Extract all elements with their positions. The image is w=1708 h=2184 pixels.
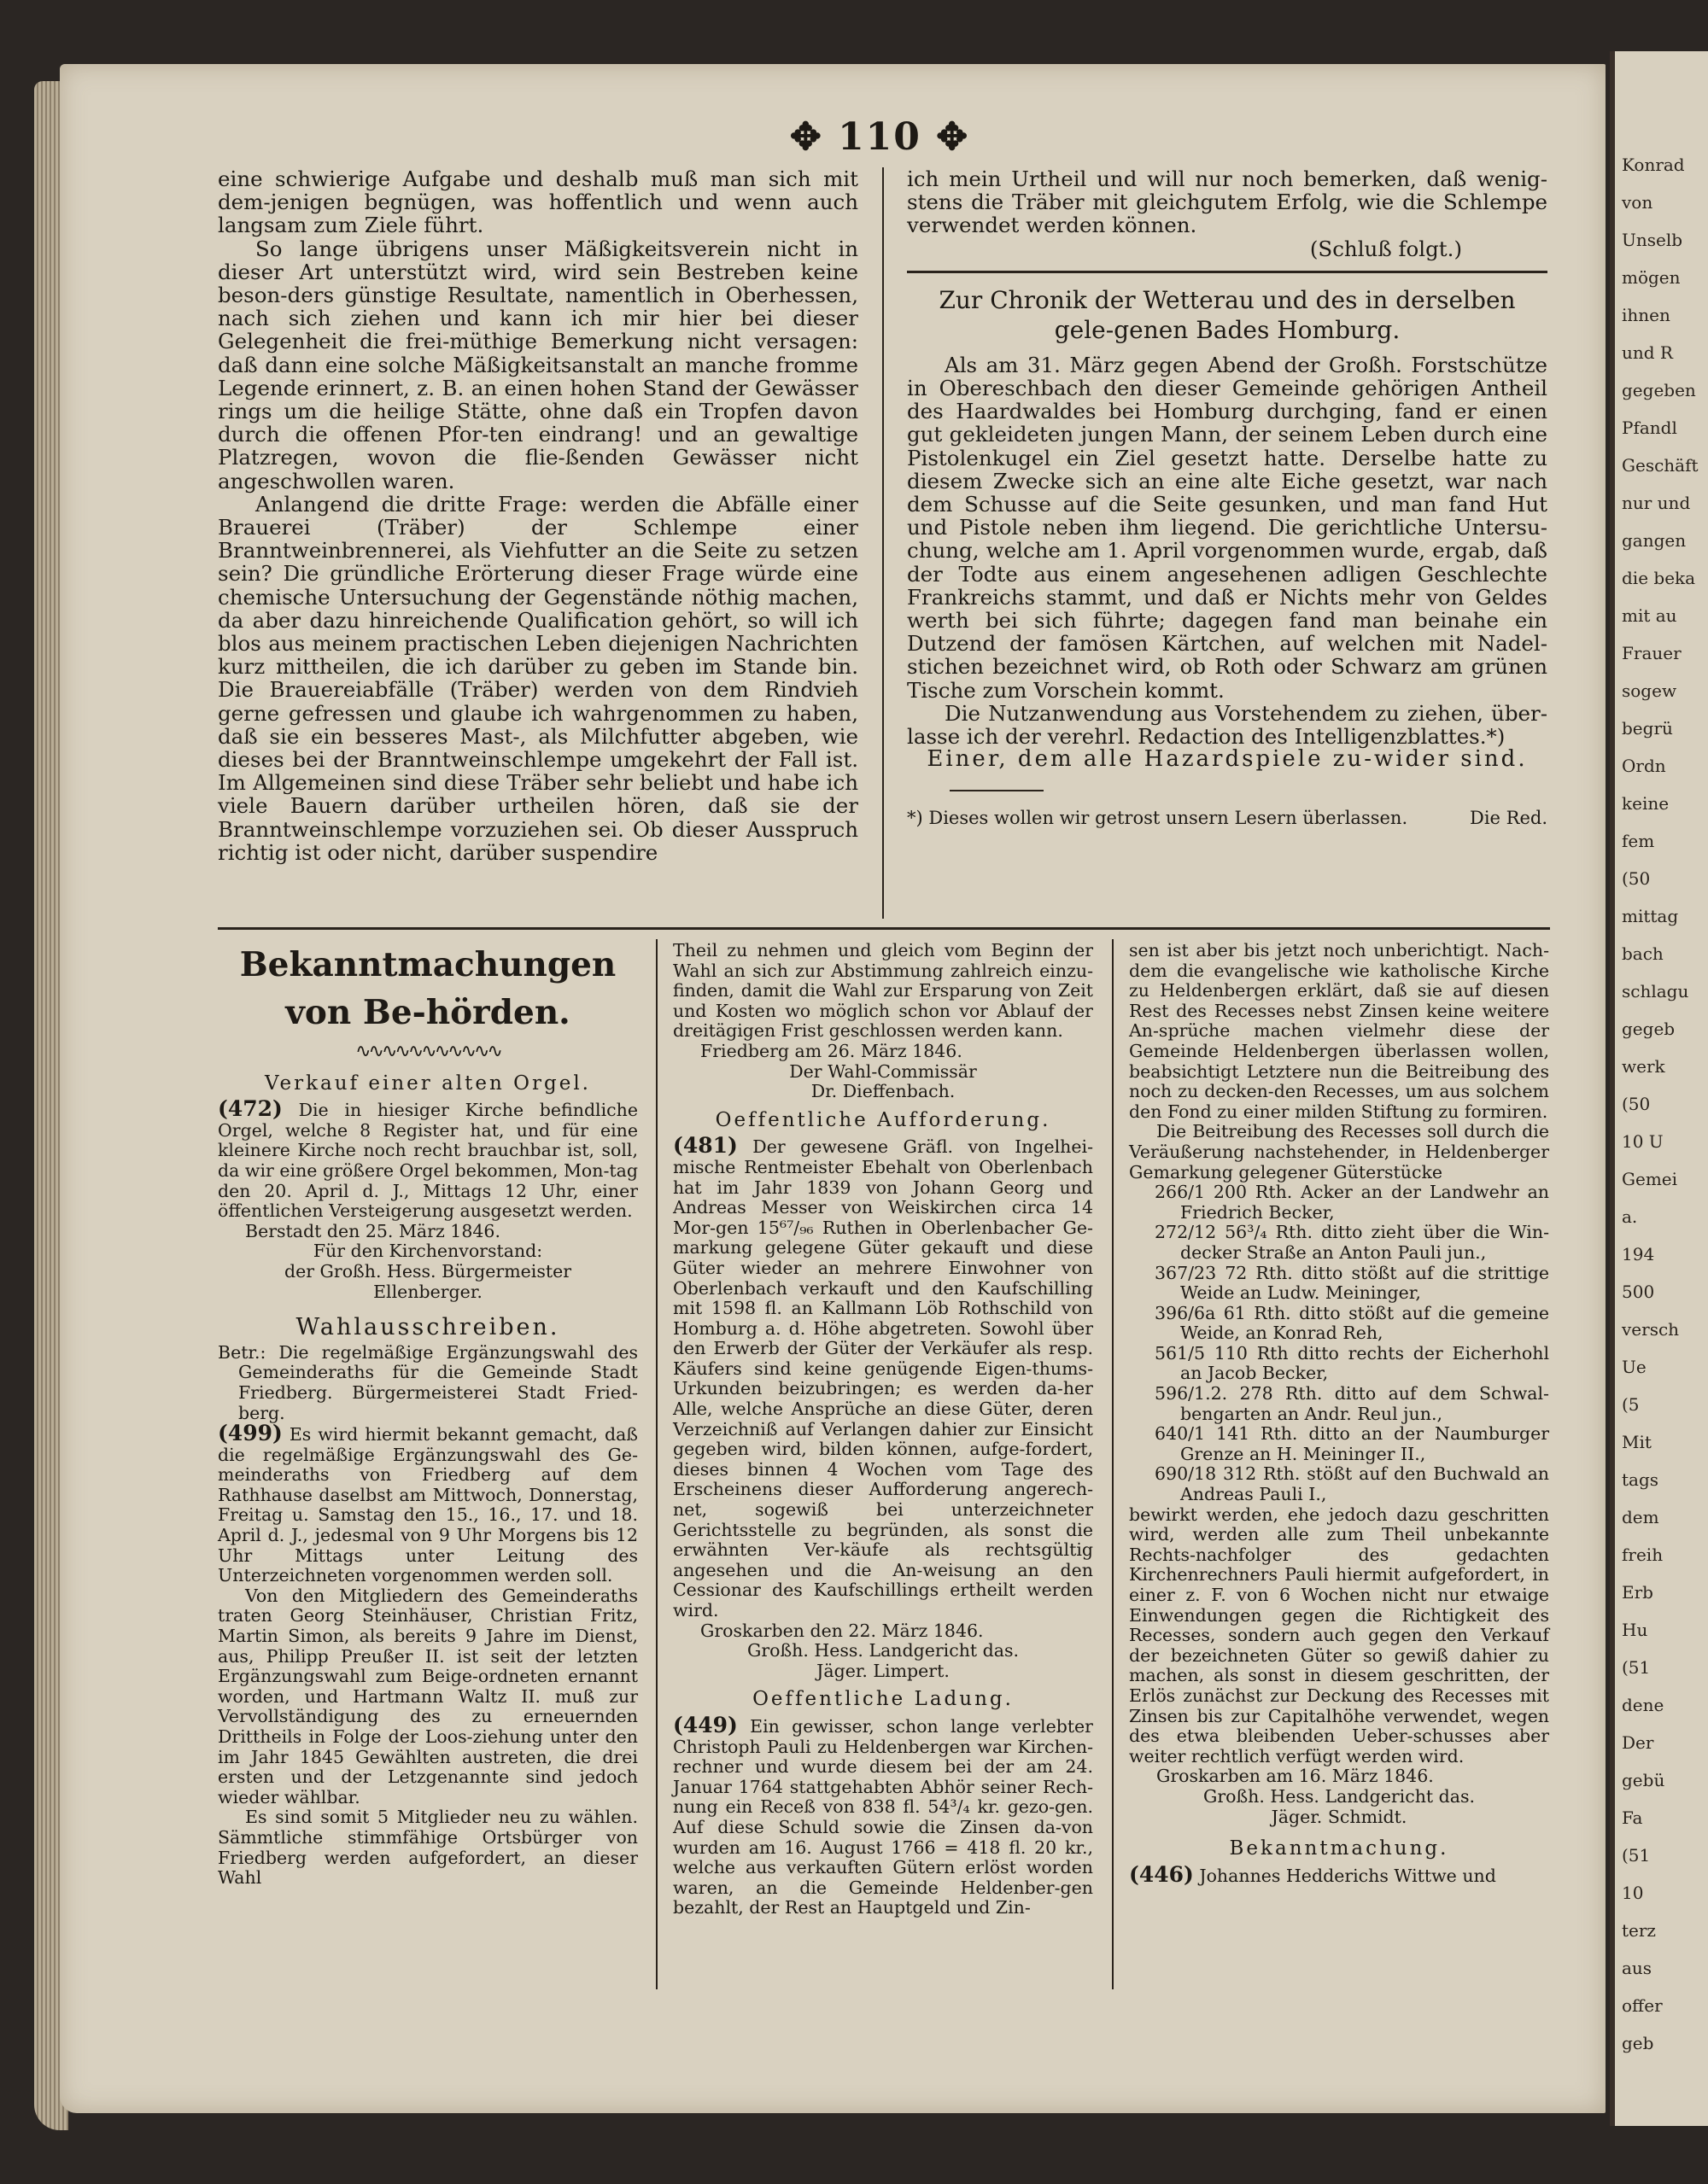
next-page-fragment: gegeben bbox=[1622, 380, 1696, 400]
list-item: 690/18 312 Rth. stößt auf den Buchwald an Andreas Pauli I., bbox=[1155, 1463, 1549, 1505]
next-page-fragment: gegeb bbox=[1622, 1019, 1676, 1039]
next-page-fragment: Mit bbox=[1622, 1432, 1652, 1452]
footnote-rule bbox=[950, 790, 1044, 791]
next-page-fragment: und R bbox=[1622, 342, 1673, 363]
date-line: Groskarben den 22. März 1846. bbox=[700, 1620, 984, 1641]
paragraph: Es sind somit 5 Mitglieder neu zu wählen. Sämmtliche stimmfähige Ortsbürger von Friedberg werden aufgefordert, an dieser Wahl bbox=[218, 1807, 638, 1889]
next-page-fragment: (50 bbox=[1622, 868, 1651, 889]
next-page-fragment: 194 bbox=[1622, 1244, 1655, 1264]
signature-line: Großh. Hess. Landgericht das. bbox=[1202, 1785, 1476, 1807]
next-page-fragment: terz bbox=[1622, 1920, 1656, 1941]
next-page-fragment: dene bbox=[1622, 1695, 1664, 1715]
paragraph: So lange übrigens unser Mäßigkeitsverein nicht in dieser Art unterstützt wird, wird sein Bestreben keine beson-ders günstige Resultate, namentlich in Oberhessen, nach sich ziehen und kann ich mir hier bei dieser Gelegenheit die frei-müthige Bemerkung nicht versagen: daß dann eine solche Mäßigkeitsanstalt an manche fromme Legende erinnert, z. B. an einen hohen Stand der Gewässer rings um die heilige Stätte, ohne daß ein Tropfen davon durch die offenen Pfor-ten eindrang! und an gewaltige Platzregen, wovon die flie-ßenden Gewässer nicht angeschwollen waren. bbox=[218, 236, 858, 493]
section-title: Verkauf einer alten Orgel. bbox=[265, 1072, 591, 1095]
next-page-fragment: gangen bbox=[1622, 530, 1687, 551]
notice-number: (449) bbox=[673, 1712, 738, 1737]
next-page-fragment: Fa bbox=[1622, 1807, 1643, 1828]
date-line: Friedberg am 26. März 1846. bbox=[700, 1040, 962, 1061]
column-rule bbox=[656, 939, 658, 1989]
next-page-fragment: 10 bbox=[1622, 1883, 1644, 1903]
paragraph: Von den Mitgliedern des Gemeinderaths traten Georg Steinhäuser, Christian Fritz, Martin Simon, als bereits 9 Jahre im Dienst, aus, Philipp Preußer II. ist seit der letzten Ergänzungswahl zum Beige-ordneten ernannt worden, und Hartmann Waltz II. muß zur Vervollständigung des zu erneuernden Drittheils in Folge der Loos-ziehung unter den im Jahr 1845 Gewählten austreten, die drei ersten und der Letzgenannte sind jedoch wieder wählbar. bbox=[218, 1585, 638, 1807]
notice-text: Die in hiesiger Kirche befindliche Orgel, welche 8 Register hat, und für eine kleinere Kirche noch recht brauchbar ist, soll, da wir eine größere Orgel bekommen, Mon-tag den 20. April d. J., Mittags 12 Uhr, einer öffentlichen Versteigerung ausgesetzt werden. bbox=[218, 1100, 638, 1222]
next-page-fragment: Unselb bbox=[1622, 230, 1683, 250]
paragraph: Die Nutzanwendung aus Vorstehendem zu ziehen, über-lasse ich der verehrl. Redaction des Intelligenzblattes.*) bbox=[907, 700, 1547, 750]
next-page-fragment: schlagu bbox=[1622, 981, 1689, 1001]
list-item: 367/23 72 Rth. ditto stößt auf die strittige Weide an Ludw. Meininger, bbox=[1155, 1262, 1549, 1304]
section-title: Bekanntmachung. bbox=[1229, 1837, 1449, 1860]
signature-line: Jäger. Limpert. bbox=[816, 1660, 950, 1681]
next-page-fragment: Frauer bbox=[1622, 643, 1682, 663]
announcements-title: Bekanntmachungen von Be-hörden. bbox=[239, 945, 617, 1032]
list-item: 272/12 56³/₄ Rth. ditto zieht über die Win-decker Straße an Anton Pauli jun., bbox=[1155, 1222, 1549, 1263]
footnote-text: *) Dieses wollen wir getrost unsern Lesern überlassen. bbox=[907, 808, 1408, 829]
notice-text: Es wird hiermit bekannt gemacht, daß die regelmäßige Ergänzungswahl des Ge-meinderaths von Friedberg auf dem Rathhause daselbst am Mittwoch, Donnerstag, Freitag u. Samstag den 15., 16., 17. und 18. April d. J., jedesmal von 9 Uhr Morgens bis 12 Uhr Mittags unter Leitung des Unterzeichneten vorgenommen werden soll. bbox=[218, 1424, 638, 1586]
article-continuation-right bbox=[907, 167, 1547, 830]
paragraph: Anlangend die dritte Frage: werden die Abfälle einer Brauerei (Träber) der Schlempe einer Branntweinbrennerei, als Viehfutter an die Seite zu setzen sein? Die gründliche Erörterung dieser Frage würde eine chemische Untersuchung der Gegenstände nöthig machen, da aber dazu hinreichende Qualification gehört, so will ich blos aus meinem practischen Leben diejenigen Nachrichten kurz mittheilen, die ich darüber zu geben im Stande bin. Die Brauereiabfälle (Träber) werden von dem Rindvieh gerne gefressen und glaube ich wahrgenommen zu haben, daß sie ein besseres Mast-, als Milchfutter abgeben, wie dieses bei der Branntweinschlempe umgekehrt der Fall ist. Im Allgemeinen sind diese Träber sehr beliebt und habe ich viele Bauern darüber urtheilen hören, daß sie der Branntweinschlempe vorzuziehen sei. Ob dieser Ausspruch richtig ist oder nicht, darüber suspendire bbox=[218, 491, 858, 865]
announcements-column-3 bbox=[1129, 941, 1549, 1886]
announcements-column-1 bbox=[218, 941, 638, 1889]
subject-line: Betr.: Die regelmäßige Ergänzungswahl des Gemeinderaths für die Gemeinde Stadt Friedberg. Bürgermeisterei Stadt Fried-berg. bbox=[218, 1341, 638, 1423]
paragraph: Die Beitreibung des Recesses soll durch die Veräußerung nachstehender, in Heldenberger Gemarkung gelegener Güterstücke bbox=[1129, 1121, 1549, 1183]
column-rule bbox=[882, 167, 884, 919]
section-rule bbox=[218, 927, 1550, 930]
next-page-fragment: begrü bbox=[1622, 718, 1673, 739]
list-item: 596/1.2. 278 Rth. ditto auf dem Schwal-bengarten an Andr. Reul jun., bbox=[1155, 1383, 1549, 1424]
next-page-fragment: die beka bbox=[1622, 568, 1696, 588]
paragraph: eine schwierige Aufgabe und deshalb muß man sich mit dem-jenigen begnügen, was hoffentlich und wenn auch langsam zum Ziele führt. bbox=[218, 166, 858, 238]
footnote bbox=[907, 807, 1547, 830]
signature-line: Der Wahl-Commissär bbox=[789, 1060, 977, 1082]
next-page-fragment: fem bbox=[1622, 831, 1655, 851]
next-page-fragment: Pfandl bbox=[1622, 418, 1677, 438]
signature-line: Ellenberger. bbox=[373, 1281, 483, 1302]
next-page-fragment: 500 bbox=[1622, 1282, 1655, 1302]
list-item: 266/1 200 Rth. Acker an der Landwehr an Friedrich Becker, bbox=[1155, 1182, 1549, 1223]
next-page-fragment: 10 U bbox=[1622, 1131, 1664, 1152]
ornament: ∿∿∿∿∿∿∿∿∿∿∿ bbox=[355, 1041, 500, 1062]
next-page-fragment: (51 bbox=[1622, 1657, 1651, 1678]
next-page-fragment: offer bbox=[1622, 1995, 1663, 2016]
announcements-column-2 bbox=[673, 941, 1093, 1918]
list-item: 396/6a 61 Rth. ditto stößt auf die gemeine Weide, an Konrad Reh, bbox=[1155, 1302, 1549, 1344]
next-page-fragment: bach bbox=[1622, 943, 1664, 964]
notice-text: Der gewesene Gräfl. von Ingelhei-mische Rentmeister Ebehalt von Oberlenbach hat im Jahr 1839 von Johann Georg und Andreas Messer von Weiskirchen circa 14 Mor-gen 15⁶⁷/₉₆ Ruthen in Oberlenbacher Ge-markung gelegene Güter gekauft und diese Güter wieder an mehrere Einwohner von Oberlenbach verkauft und den Kaufschilling mit 1598 fl. an Kallmann Löb Rothschild von Homburg a. d. Höhe abgetreten. Sowohl über den Erwerb der Güter der Verkäufer als resp. Käufers sind keine genügende Eigen-thums-Urkunden beizubringen; es werden da-her Alle, welche Ansprüche an diese Güter, deren Verzeichniß auf Verlangen dahier zur Einsicht gegeben wird, bilden können, aufge-fordert, dieses binnen 4 Wochen vom Tage des Erscheinens dieser Aufforderung angerech-net, sogewiß bei unterzeichneter Gerichtsstelle zu begründen, als sonst die erwähnten Ver-käufe als rechtsgültig angesehen und die An-weisung an den Cessionar des Kaufschillings ertheilt werden wird. bbox=[673, 1136, 1093, 1620]
next-page-fragment: geb bbox=[1622, 2033, 1654, 2053]
chronicle-title: Zur Chronik der Wetterau und des in derselben gele-genen Bades Homburg. bbox=[939, 285, 1516, 344]
signature-line: Für den Kirchenvorstand: bbox=[313, 1241, 543, 1262]
next-page-fragment: Erb bbox=[1622, 1582, 1653, 1603]
notice-text: Johannes Hedderichs Wittwe und bbox=[1199, 1865, 1496, 1886]
next-page-fragment: aus bbox=[1622, 1958, 1652, 1978]
paragraph: bewirkt werden, ehe jedoch dazu geschritten wird, werden alle zum Theil unbekannte Rechts-nachfolger des gedachten Kirchenrechners Pauli hiermit aufgefordert, in einer z. F. von 6 Wochen nicht nur etwaige Einwendungen gegen die Richtigkeit des Recesses, sondern auch gegen den Verkauf der bezeichneten Güter so gewiß dahier zu machen, als sonst in diesem geschritten, der Erlös zunächst zur Deckung des Recesses mit Zinsen bis zur Capitalhöhe verwendet, wegen des etwa bleibenden Ueber-schusses aber weiter rechtlich verfügt werden wird. bbox=[1129, 1504, 1549, 1766]
next-page-fragment: (5 bbox=[1622, 1394, 1640, 1415]
next-page-fragment: mögen bbox=[1622, 267, 1681, 288]
signature-line: Dr. Dieffenbach. bbox=[810, 1081, 956, 1102]
next-page-fragment: Gemei bbox=[1622, 1169, 1678, 1189]
notice-number: (446) bbox=[1129, 1861, 1194, 1887]
next-page-fragment: Hu bbox=[1622, 1620, 1648, 1640]
next-page-fragment: Konrad bbox=[1622, 155, 1685, 175]
date-line: Berstadt den 25. März 1846. bbox=[245, 1220, 500, 1241]
list-item: 561/5 110 Rth ditto rechts der Eicherhohl an Jacob Becker, bbox=[1155, 1342, 1549, 1384]
next-page-fragment: (50 bbox=[1622, 1094, 1651, 1114]
to-be-continued: (Schluß folgt.) bbox=[1309, 236, 1462, 261]
date-line: Groskarben am 16. März 1846. bbox=[1156, 1766, 1434, 1787]
next-page-fragment: mittag bbox=[1622, 906, 1679, 926]
next-page-fragment: Ue bbox=[1622, 1357, 1647, 1377]
next-page-fragment: gebü bbox=[1622, 1770, 1665, 1790]
notice-number: (472) bbox=[218, 1096, 283, 1122]
next-page-fragment: von bbox=[1622, 192, 1653, 213]
next-page-fragment: tags bbox=[1622, 1469, 1659, 1490]
signature-line: der Großh. Hess. Bürgermeister bbox=[284, 1260, 572, 1282]
next-page-fragment: sogew bbox=[1622, 680, 1677, 701]
section-title: Oeffentliche Ladung. bbox=[752, 1688, 1014, 1711]
next-page-fragment: versch bbox=[1622, 1319, 1680, 1340]
next-page-edge bbox=[1610, 51, 1708, 2126]
footnote-sign: Die Red. bbox=[1469, 808, 1547, 829]
next-page-fragment: ihnen bbox=[1622, 305, 1670, 325]
list-item: 640/1 141 Rth. ditto an der Naumburger Grenze an H. Meininger II., bbox=[1155, 1423, 1549, 1464]
ornament-right: ✥ bbox=[936, 115, 970, 159]
page-number-value: 110 bbox=[838, 115, 921, 159]
article-continuation-left bbox=[218, 167, 858, 864]
signature-line: Jäger. Schmidt. bbox=[1271, 1806, 1407, 1827]
notice-text: Ein gewisser, schon lange verlebter Christoph Pauli zu Heldenbergen war Kirchen-rechner und wurde diesem bei der am 24. Januar 1764 stattgehabten Abhör seiner Rech-nung ein Receß von 838 fl. 54³/₄ kr. gezo-gen. Auf diese Schuld sowie die Zinsen da-von wurden am 16. August 1766 = 418 fl. 20 kr., welche aus verkauften Gütern erlöst worden waren, an die Gemeinde Heldenber-gen bezahlt, der Rest an Hauptgeld und Zin- bbox=[673, 1715, 1093, 1918]
paragraph: sen ist aber bis jetzt noch unberichtigt. Nach-dem die evangelische wie katholische Kirche zu Heldenbergen erklärt, daß sie auf diesen Rest des Recesses nebst Zinsen keine weitere An-sprüche machen vielmehr diese der Gemeinde Heldenbergen überlassen wollen, beabsichtigt Letztere nun die Beitreibung des noch zu decken-den Recesses, um aus solchem den Fond zu einer milden Stiftung zu formiren. bbox=[1129, 940, 1549, 1122]
section-rule bbox=[907, 271, 1547, 273]
ornament-left: ✥ bbox=[789, 115, 823, 159]
paragraph: Als am 31. März gegen Abend der Großh. Forstschütze in Obereschbach den dieser Gemeinde gehörigen Antheil des Haardwaldes bei Homburg durchging, fand er einen gut gekleideten jungen Mann, der seinem Leben durch eine Pistolenkugel ein Ziel gesetzt hatte. Derselbe hatte zu diesem Zwecke sich an eine alte Eiche gesetzt, war nach dem Schusse auf die Seite gesunken, und man fand Hut und Pistole neben ihm liegend. Die gerichtliche Untersu-chung, welche am 1. April vorgenommen wurde, ergab, daß der Todte aus einem angesehenen adligen Geschlechte Frankreichs stammt, und daß er Nichts mehr von Geldes werth bei sich führte; dagegen fand man beinahe ein Dutzend der famösen Kärtchen, auf welchen mit Nadel-stichen bezeichnet wird, ob Roth oder Schwarz am grünen Tische zum Vorschein kommt. bbox=[907, 352, 1547, 703]
paragraph: ich mein Urtheil und will nur noch bemerken, daß wenig-stens die Träber mit gleichgutem Erfolg, wie die Schlempe verwendet werden können. bbox=[907, 166, 1547, 238]
signature: Einer, dem alle Hazardspiele zu-wider sind. bbox=[927, 746, 1528, 773]
next-page-fragment: Geschäft bbox=[1622, 455, 1699, 476]
next-page-fragment: dem bbox=[1622, 1507, 1659, 1527]
next-page-fragment: a. bbox=[1622, 1206, 1638, 1227]
section-title: Wahlausschreiben. bbox=[295, 1314, 560, 1341]
page-number bbox=[752, 115, 1008, 159]
paragraph: Theil zu nehmen und gleich vom Beginn der Wahl an sich zur Abstimmung zahlreich einzu-finden, damit die Wahl zur Ersparung von Zeit und Kosten wo möglich schon vor Ablauf der dreitägigen Frist geschlossen werden kann. bbox=[673, 940, 1093, 1042]
notice-number: (499) bbox=[218, 1421, 283, 1446]
next-page-fragment: (51 bbox=[1622, 1845, 1651, 1866]
next-page-fragment: freih bbox=[1622, 1545, 1664, 1565]
signature-line: Großh. Hess. Landgericht das. bbox=[746, 1640, 1020, 1661]
next-page-fragment: mit au bbox=[1622, 605, 1677, 626]
next-page-fragment: Ordn bbox=[1622, 756, 1666, 776]
column-rule bbox=[1112, 939, 1114, 1989]
section-title: Oeffentliche Aufforderung. bbox=[715, 1108, 1051, 1131]
next-page-fragment: keine bbox=[1622, 793, 1670, 814]
notice-number: (481) bbox=[673, 1133, 738, 1159]
next-page-fragment: nur und bbox=[1622, 493, 1691, 513]
next-page-fragment: werk bbox=[1622, 1056, 1665, 1077]
next-page-fragment: Der bbox=[1622, 1732, 1654, 1753]
